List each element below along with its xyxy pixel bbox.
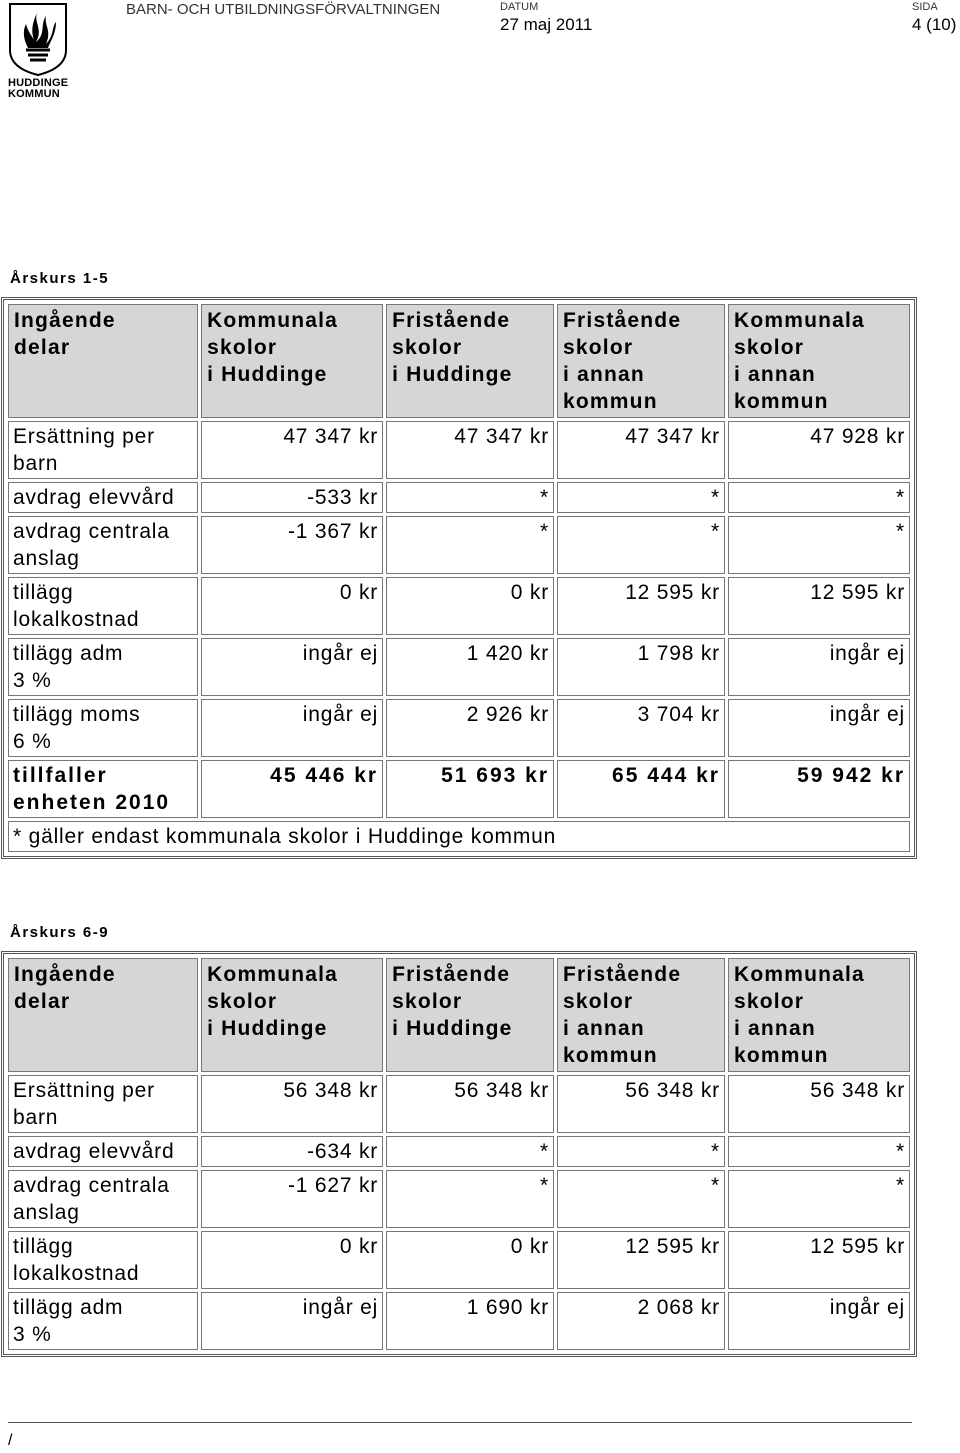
row-label <box>8 638 198 696</box>
row-label <box>8 1075 198 1133</box>
table-cell: -533 kr <box>201 482 383 513</box>
header-row <box>8 304 910 418</box>
column-header <box>386 958 554 1072</box>
text-line: Fristående <box>563 963 682 986</box>
table-cell: 3 704 kr <box>557 699 725 757</box>
table-cell: * <box>557 482 725 513</box>
text-line: skolor <box>563 990 634 1013</box>
table-cell: ingår ej <box>201 699 383 757</box>
text-line: Ersättning per <box>13 1079 155 1102</box>
text-line: Fristående <box>392 963 511 986</box>
text-line: Kommunala <box>207 309 339 332</box>
table-row <box>8 760 910 818</box>
text-line: skolor <box>563 336 634 359</box>
table-cell: 0 kr <box>201 1231 383 1289</box>
table-cell: * <box>728 482 910 513</box>
text-line: kommun <box>733 1044 829 1067</box>
text-line: Ingående <box>14 963 116 986</box>
row-label <box>8 482 198 513</box>
text-line: skolor <box>733 336 805 359</box>
column-header <box>557 304 725 418</box>
text-line: skolor <box>733 990 805 1013</box>
table-grade-1-5 <box>1 297 917 859</box>
table-cell: 51 693 kr <box>386 760 554 818</box>
table-row <box>8 1231 910 1289</box>
text-line: skolor <box>392 990 463 1013</box>
row-label <box>8 1170 198 1228</box>
table-row <box>8 516 910 574</box>
huddinge-logo <box>8 2 74 106</box>
text-line: i Huddinge <box>392 1017 513 1040</box>
table-row <box>8 421 910 479</box>
text-line: tillägg <box>13 581 74 604</box>
text-line: tillägg moms <box>13 703 141 726</box>
row-label <box>8 516 198 574</box>
table-cell: * <box>386 1136 554 1167</box>
text-line: 3 % <box>13 1323 52 1346</box>
text-line: skolor <box>207 336 278 359</box>
text-line: Kommunala <box>733 309 865 332</box>
text-line: i annan <box>733 363 816 386</box>
coat-of-arms-icon <box>8 2 68 76</box>
table-cell: 47 347 kr <box>201 421 383 479</box>
text-line: kommun <box>563 1044 658 1067</box>
text-line: i annan <box>563 1017 645 1040</box>
table-cell: * <box>557 516 725 574</box>
table-cell: ingår ej <box>728 638 910 696</box>
table-row <box>8 699 910 757</box>
row-label <box>8 577 198 635</box>
department-name: BARN- OCH UTBILDNINGSFÖRVALTNINGEN <box>126 1 441 18</box>
text-line: i Huddinge <box>207 1017 328 1040</box>
text-line: avdrag elevvård <box>13 1140 175 1163</box>
table-cell: * <box>728 1170 910 1228</box>
header-row <box>8 958 910 1072</box>
table-cell: 56 348 kr <box>201 1075 383 1133</box>
table-cell: 0 kr <box>201 577 383 635</box>
table-cell: 0 kr <box>386 1231 554 1289</box>
table-row <box>8 1075 910 1133</box>
table-row <box>8 638 910 696</box>
row-label <box>8 1292 198 1350</box>
table-row <box>8 482 910 513</box>
table-cell: -634 kr <box>201 1136 383 1167</box>
column-header <box>8 304 198 418</box>
footer-rule <box>8 1422 912 1423</box>
table-row <box>8 1292 910 1350</box>
compensation-table-1-5 <box>5 301 913 855</box>
row-label <box>8 760 198 818</box>
column-header <box>728 304 910 418</box>
text-line: 3 % <box>13 669 52 692</box>
table-cell: 12 595 kr <box>728 577 910 635</box>
compensation-table-6-9 <box>5 955 913 1353</box>
table-cell: ingår ej <box>201 638 383 696</box>
table-cell: * <box>557 1170 725 1228</box>
note-row <box>8 821 910 852</box>
table-grade-6-9 <box>1 951 917 1357</box>
text-line: Fristående <box>392 309 511 332</box>
column-header <box>557 958 725 1072</box>
table-row <box>8 1136 910 1167</box>
table-cell: 59 942 kr <box>728 760 910 818</box>
row-label <box>8 1136 198 1167</box>
table-cell: 45 446 kr <box>201 760 383 818</box>
section-title-grade-6-9: Årskurs 6-9 <box>10 924 110 941</box>
table-cell: * <box>728 516 910 574</box>
text-line: tillägg <box>13 1235 74 1258</box>
table-cell: 47 347 kr <box>386 421 554 479</box>
table-cell: ingår ej <box>728 699 910 757</box>
text-line: i annan <box>563 363 645 386</box>
table-cell: 1 690 kr <box>386 1292 554 1350</box>
row-label <box>8 1231 198 1289</box>
table-cell: 2 068 kr <box>557 1292 725 1350</box>
table-cell: 2 926 kr <box>386 699 554 757</box>
table-cell: -1 367 kr <box>201 516 383 574</box>
table-cell: * <box>557 1136 725 1167</box>
page-label: SIDA <box>912 1 938 13</box>
table-cell: 47 347 kr <box>557 421 725 479</box>
date-label: DATUM <box>500 1 539 13</box>
text-line: skolor <box>207 990 278 1013</box>
row-label <box>8 699 198 757</box>
column-header <box>386 304 554 418</box>
table-row <box>8 577 910 635</box>
text-line: kommun <box>563 390 658 413</box>
text-line: i annan <box>733 1017 816 1040</box>
text-line: barn <box>13 452 59 475</box>
table-row <box>8 1170 910 1228</box>
table-cell: * <box>386 482 554 513</box>
column-header <box>8 958 198 1072</box>
text-line: avdrag centrala <box>13 520 170 543</box>
column-header <box>728 958 910 1072</box>
table-cell: 1 798 kr <box>557 638 725 696</box>
table-cell: * <box>386 1170 554 1228</box>
text-line: anslag <box>13 1201 80 1224</box>
text-line: lokalkostnad <box>13 1262 140 1285</box>
table-cell: ingår ej <box>728 1292 910 1350</box>
table-cell: 0 kr <box>386 577 554 635</box>
text-line: 6 % <box>13 730 52 753</box>
text-line: tillägg adm <box>13 1296 124 1319</box>
text-line: tillägg adm <box>13 642 124 665</box>
footer-mark: / <box>8 1432 13 1449</box>
text-line: Ersättning per <box>13 425 155 448</box>
column-header <box>201 958 383 1072</box>
text-line: avdrag centrala <box>13 1174 170 1197</box>
table-cell: 12 595 kr <box>728 1231 910 1289</box>
table-cell: 56 348 kr <box>386 1075 554 1133</box>
table-cell: 12 595 kr <box>557 1231 725 1289</box>
text-line: tillfaller <box>13 764 108 787</box>
logo-text: HUDDINGE KOMMUN <box>8 77 69 100</box>
table-cell: 47 928 kr <box>728 421 910 479</box>
table-cell: 1 420 kr <box>386 638 554 696</box>
column-header <box>201 304 383 418</box>
text-line: delar <box>14 990 71 1013</box>
table-note: * gäller endast kommunala skolor i Huddinge kommun <box>8 821 910 852</box>
text-line: delar <box>14 336 71 359</box>
text-line: i Huddinge <box>207 363 328 386</box>
table-cell: * <box>386 516 554 574</box>
table-cell: 56 348 kr <box>557 1075 725 1133</box>
table-cell: * <box>728 1136 910 1167</box>
row-label <box>8 421 198 479</box>
table-cell: 65 444 kr <box>557 760 725 818</box>
text-line: anslag <box>13 547 80 570</box>
text-line: kommun <box>733 390 829 413</box>
table-cell: 56 348 kr <box>728 1075 910 1133</box>
text-line: skolor <box>392 336 463 359</box>
text-line: Kommunala <box>207 963 339 986</box>
text-line: Ingående <box>14 309 116 332</box>
page-number: 4 (10) <box>912 15 957 34</box>
text-line: Fristående <box>563 309 682 332</box>
text-line: barn <box>13 1106 59 1129</box>
text-line: i Huddinge <box>392 363 513 386</box>
text-line: lokalkostnad <box>13 608 140 631</box>
table-cell: -1 627 kr <box>201 1170 383 1228</box>
table-cell: 12 595 kr <box>557 577 725 635</box>
text-line: enheten 2010 <box>13 791 171 814</box>
table-cell: ingår ej <box>201 1292 383 1350</box>
text-line: avdrag elevvård <box>13 486 175 509</box>
text-line: Kommunala <box>733 963 865 986</box>
document-date: 27 maj 2011 <box>500 15 593 34</box>
section-title-grade-1-5: Årskurs 1-5 <box>10 270 110 287</box>
